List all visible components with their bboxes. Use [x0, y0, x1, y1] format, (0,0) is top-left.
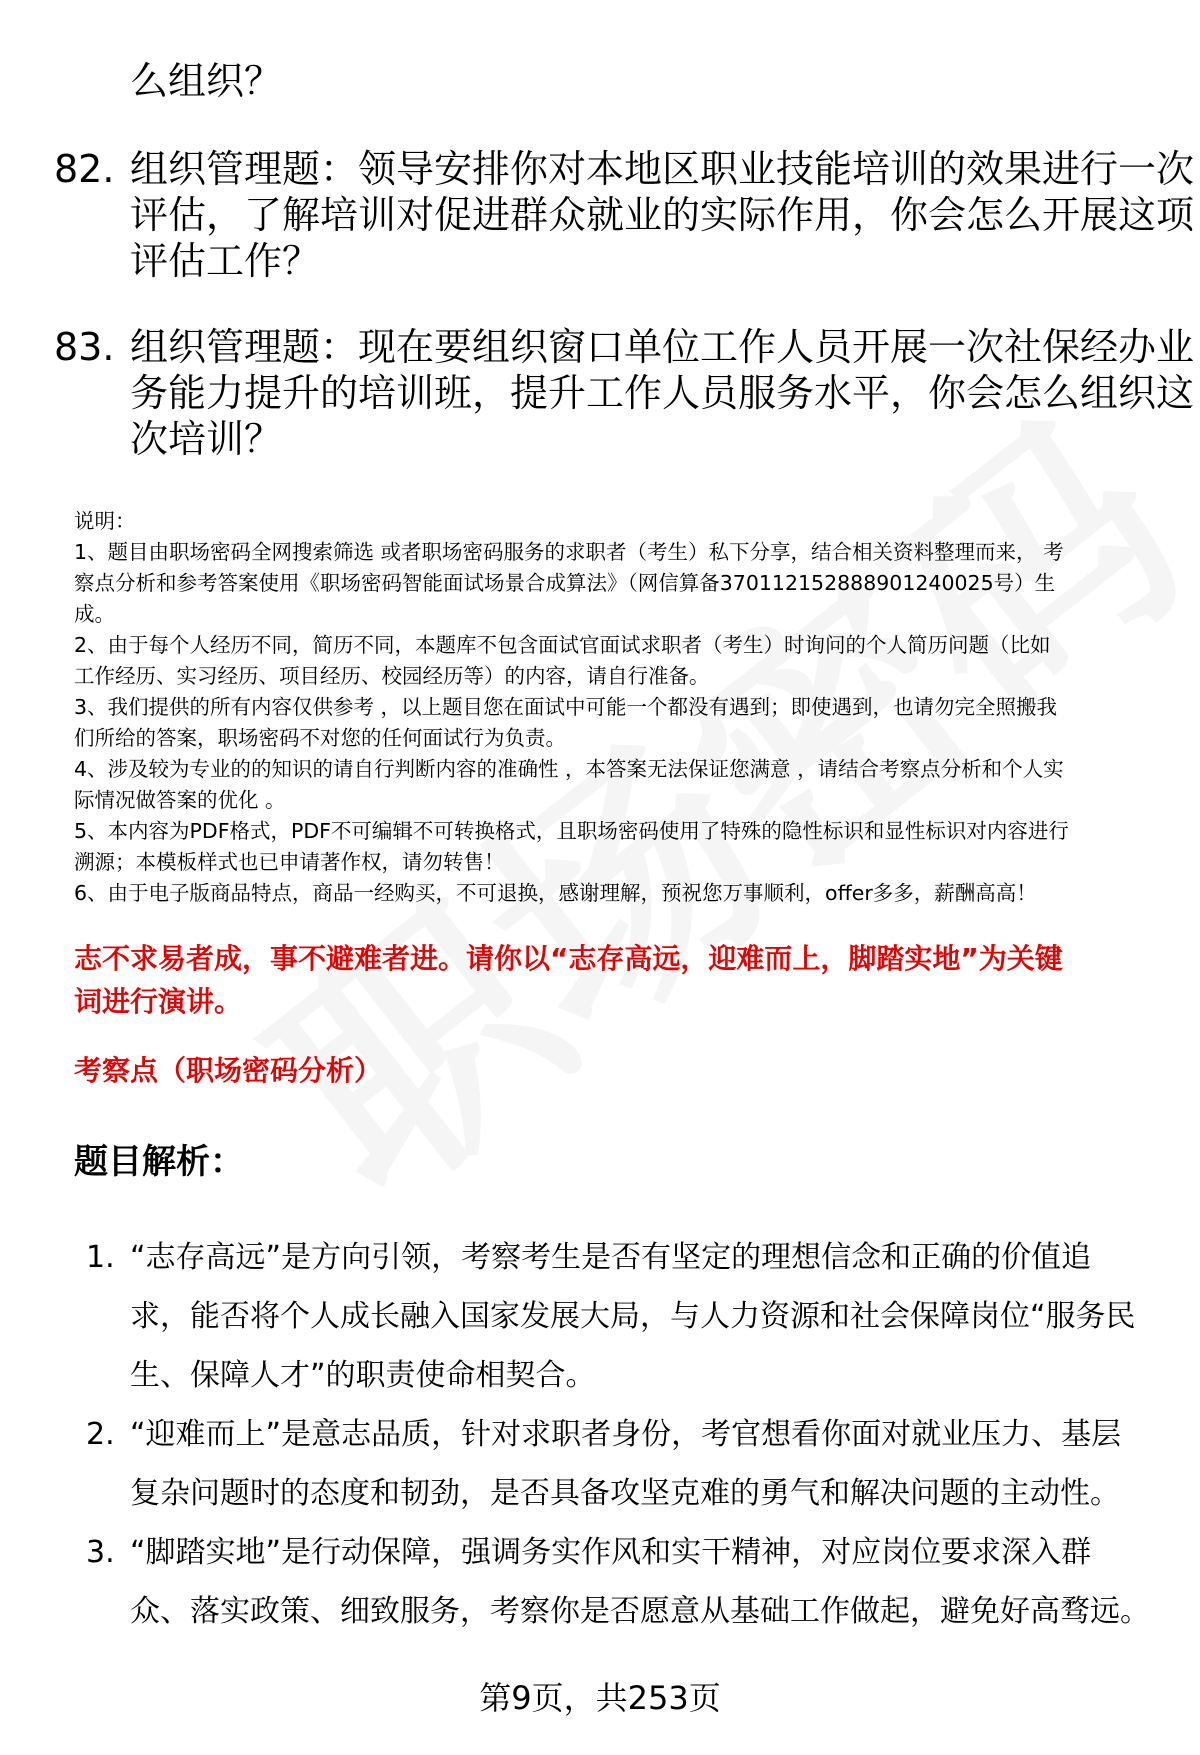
question-line: 评估，了解培训对促进群众就业的实际作用，你会怎么开展这项 [130, 193, 1195, 237]
notes-line: 工作经历、实习经历、项目经历、校园经历等）的内容，请自行准备。 [74, 664, 710, 688]
notes-line: 成。 [74, 602, 115, 626]
analysis-item-number: 1. [86, 1240, 115, 1275]
notes-line: 5、本内容为PDF格式，PDF不可编辑不可转换格式，且职场密码使用了特殊的隐性标识和显性标识对内容进行 [74, 819, 1069, 843]
question-line: 组织管理题：现在要组织窗口单位工作人员开展一次社保经办业 [130, 325, 1195, 369]
notes-line: 1、题目由职场密码全网搜索筛选 或者职场密码服务的求职者（考生）私下分享，结合相关资料整理而来， 考 [74, 540, 1064, 564]
notes-line: 察点分析和参考答案使用《职场密码智能面试场景合成算法》（网信算备370112152888901240025号）生 [74, 571, 1056, 595]
analysis-item-line: 复杂问题时的态度和韧劲，是否具备攻坚克难的勇气和解决问题的主动性。 [130, 1476, 1120, 1511]
notes-line: 6、由于电子版商品特点，商品一经购买，不可退换，感谢理解，预祝您万事顺利，offer多多，薪酬高高！ [74, 881, 1037, 905]
question-number: 82. [54, 147, 115, 191]
speech-prompt-line: 志不求易者成，事不避难者进。请你以“志存高远，迎难而上，脚踏实地”为关键 [74, 942, 1063, 975]
analysis-item-line: 生、保障人才”的职责使命相契合。 [130, 1358, 596, 1393]
speech-prompt-line: 词进行演讲。 [74, 985, 243, 1018]
question-number: 83. [54, 325, 115, 369]
page-number-footer: 第9页，共253页 [479, 1679, 721, 1717]
notes-line: 溯源；本模板样式也已申请著作权，请勿转售！ [74, 850, 505, 874]
analysis-item-number: 2. [86, 1417, 115, 1452]
notes-line: 2、由于每个人经历不同，简历不同，本题库不包含面试官面试求职者（考生）时询问的个人简历问题（比如 [74, 633, 1051, 657]
notes-section [74, 506, 1154, 909]
continuation-line: 么组织？ [130, 59, 283, 103]
analysis-item-line: 求，能否将个人成长融入国家发展大局，与人力资源和社会保障岗位“服务民 [130, 1299, 1136, 1334]
question-line: 次培训？ [130, 417, 283, 461]
question-line: 务能力提升的培训班，提升工作人员服务水平，你会怎么组织这 [130, 371, 1195, 415]
notes-line: 们所给的答案，职场密码不对您的任何面试行为负责。 [74, 726, 566, 750]
analysis-heading: 题目解析： [74, 1142, 244, 1182]
notes-line: 说明： [74, 509, 136, 533]
analysis-item-line: “脚踏实地”是行动保障，强调务实作风和实干精神，对应岗位要求深入群 [130, 1535, 1092, 1570]
exam-point-label: 考察点（职场密码分析） [74, 1054, 383, 1087]
analysis-item-number: 3. [86, 1535, 115, 1570]
question-line: 组织管理题：领导安排你对本地区职业技能培训的效果进行一次 [130, 147, 1195, 191]
analysis-item-line: “迎难而上”是意志品质，针对求职者身份，考官想看你面对就业压力、基层 [130, 1417, 1122, 1452]
notes-line: 4、涉及较为专业的的知识的请自行判断内容的准确性 ，本答案无法保证您满意 ，请结合考察点分析和个人实 [74, 757, 1064, 781]
notes-line: 际情况做答案的优化 。 [74, 788, 286, 812]
question-line: 评估工作？ [130, 239, 321, 283]
notes-line: 3、我们提供的所有内容仅供参考 ，以上题目您在面试中可能一个都没有遇到；即使遇到，也请勿完全照搬我 [74, 695, 1058, 719]
analysis-item-line: “志存高远”是方向引领，考察考生是否有坚定的理想信念和正确的价值追 [130, 1240, 1092, 1275]
analysis-item-line: 众、落实政策、细致服务，考察你是否愿意从基础工作做起，避免好高骛远。 [130, 1594, 1150, 1629]
